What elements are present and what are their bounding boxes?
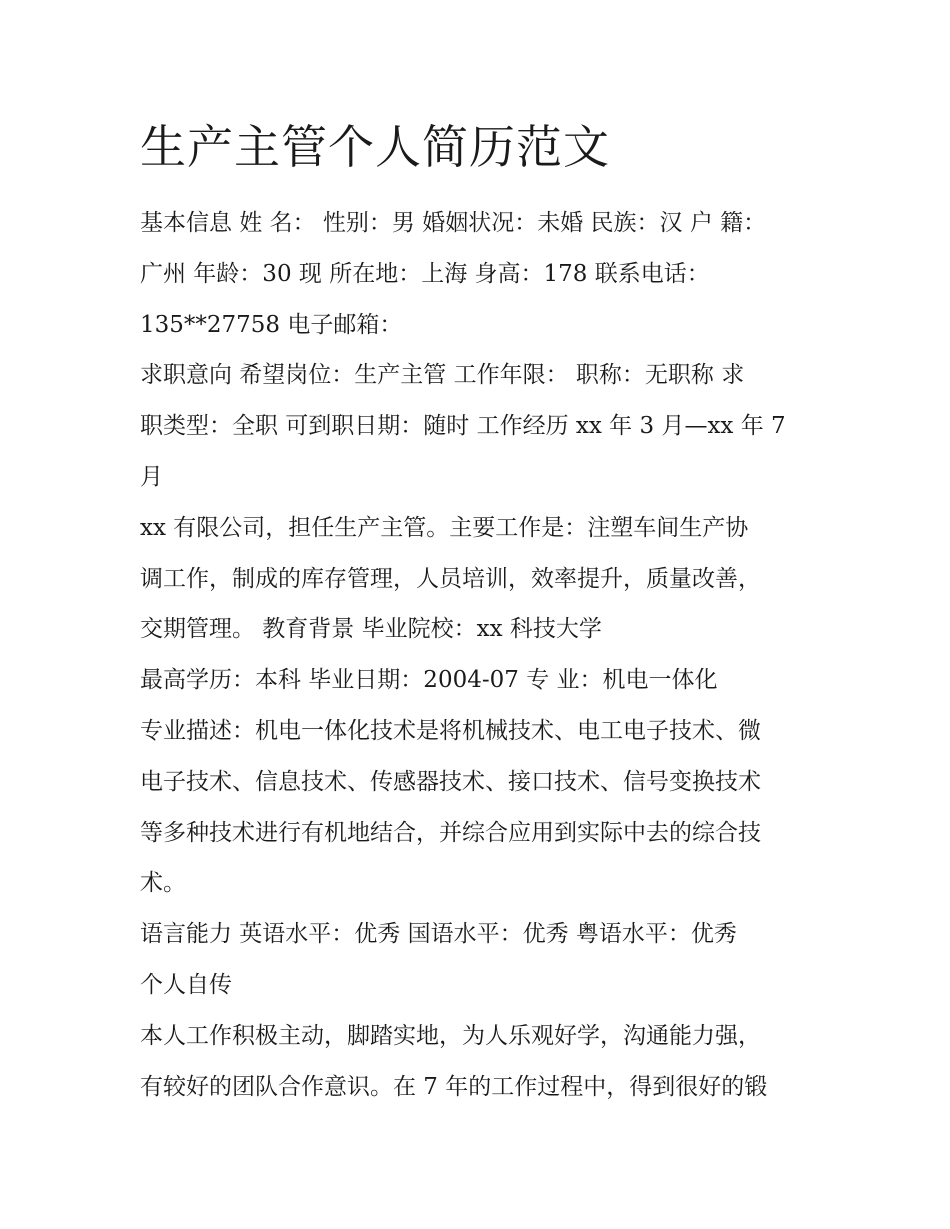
text-line: 最高学历：本科 毕业日期：2004-07 专 业：机电一体化 — [140, 667, 718, 694]
text-line: 本人工作积极主动，脚踏实地，为人乐观好学，沟通能力强， — [140, 1022, 761, 1049]
text-line: 月 — [140, 463, 163, 490]
text-line: 求职意向 希望岗位：生产主管 工作年限： 职称：无职称 求 — [140, 362, 745, 389]
text-line: 交期管理。 教育背景 毕业院校：xx 科技大学 — [140, 616, 602, 643]
text-line: 电子技术、信息技术、传感器技术、接口技术、信号变换技术 — [140, 768, 761, 795]
text-line: 专业描述：机电一体化技术是将机械技术、电工电子技术、微 — [140, 717, 761, 744]
text-line: 术。 — [140, 870, 186, 897]
text-line: 调工作，制成的库存管理，人员培训，效率提升，质量改善， — [140, 565, 761, 592]
document-body — [140, 198, 820, 1112]
text-line: 基本信息 姓 名： 性别：男 婚姻状况：未婚 民族：汉 户 籍： — [140, 210, 767, 236]
text-line: 个人自传 — [140, 971, 232, 998]
text-line: 等多种技术进行有机地结合，并综合应用到实际中去的综合技 — [140, 819, 761, 846]
document-page — [140, 112, 820, 1112]
document-title: 生产主管个人简历范文 — [140, 120, 610, 174]
text-line: 广州 年龄：30 现 所在地：上海 身高：178 联系电话： — [140, 260, 710, 287]
text-line: 有较好的团队合作意识。在 7 年的工作过程中，得到很好的锻 — [140, 1073, 768, 1100]
text-line: xx 有限公司，担任生产主管。主要工作是：注塑车间生产协 — [140, 514, 749, 541]
text-line: 135**27758 电子邮箱： — [140, 311, 403, 338]
text-line: 语言能力 英语水平：优秀 国语水平：优秀 粤语水平：优秀 — [140, 921, 737, 948]
text-line: 职类型：全职 可到职日期：随时 工作经历 xx 年 3 月—xx 年 7 — [140, 413, 786, 440]
